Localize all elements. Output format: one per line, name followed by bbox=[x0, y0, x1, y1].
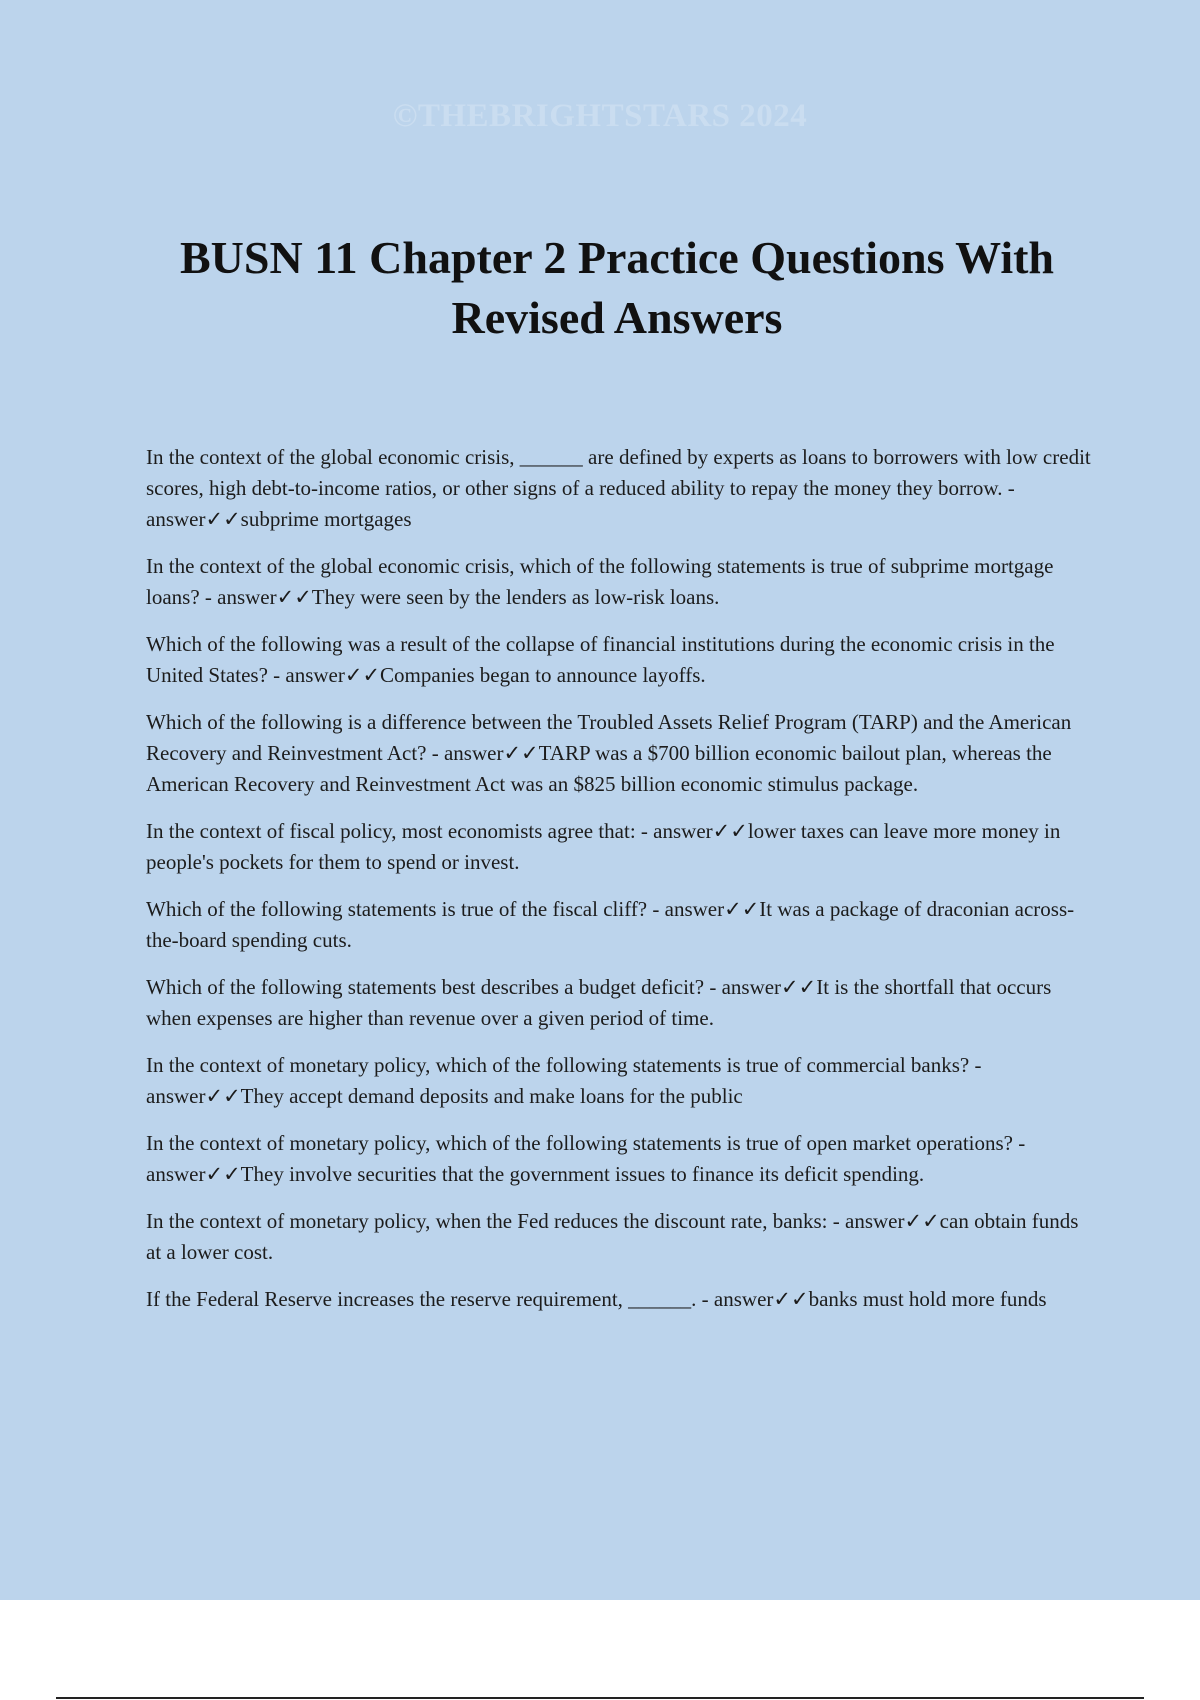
qa-item-5: In the context of fiscal policy, most economists agree that: - answer✓✓lower taxes can leave more money in people's pockets for them to spend or invest. bbox=[146, 819, 1061, 874]
question-answer-list bbox=[146, 442, 1096, 1331]
qa-item-10: In the context of monetary policy, when the Fed reduces the discount rate, banks: - answer✓✓can obtain funds at a lower cost. bbox=[146, 1209, 1079, 1264]
document-title: BUSN 11 Chapter 2 Practice Questions With Revised Answers bbox=[179, 232, 1055, 343]
qa-item-8: In the context of monetary policy, which of the following statements is true of commercial banks? - answer✓✓They accept demand deposits and make loans for the public bbox=[146, 1053, 982, 1108]
qa-item-7: Which of the following statements best describes a budget deficit? - answer✓✓It is the shortfall that occurs when expenses are higher than revenue over a given period of time. bbox=[146, 975, 1052, 1030]
qa-item-11: If the Federal Reserve increases the reserve requirement, ______. - answer✓✓banks must hold more funds bbox=[146, 1287, 1047, 1311]
qa-item-2: In the context of the global economic crisis, which of the following statements is true of subprime mortgage loans? - answer✓✓They were seen by the lenders as low-risk loans. bbox=[146, 554, 1054, 609]
copyright-watermark: ©THEBRIGHTSTARS 2024 bbox=[392, 98, 808, 134]
qa-item-4: Which of the following is a difference between the Troubled Assets Relief Program (TARP) and the American Recovery and Reinvestment Act? - answer✓✓TARP was a $700 billion economic bailout plan, whereas the American Recovery and Reinvestment Act was an $825 billion economic stimulus package. bbox=[146, 710, 1072, 796]
qa-item-6: Which of the following statements is true of the fiscal cliff? - answer✓✓It was a package of draconian across-the-board spending cuts. bbox=[146, 897, 1075, 952]
page-bottom-divider bbox=[56, 1697, 1144, 1699]
qa-item-9: In the context of monetary policy, which of the following statements is true of open market operations? - answer✓✓They involve securities that the government issues to finance its deficit spending. bbox=[146, 1131, 1026, 1186]
qa-item-3: Which of the following was a result of the collapse of financial institutions during the economic crisis in the United States? - answer✓✓Companies began to announce layoffs. bbox=[146, 632, 1055, 687]
qa-item-1: In the context of the global economic crisis, ______ are defined by experts as loans to borrowers with low credit scores, high debt-to-income ratios, or other signs of a reduced ability to repay the money they borrow. - answer✓✓subprime mortgages bbox=[146, 445, 1091, 531]
